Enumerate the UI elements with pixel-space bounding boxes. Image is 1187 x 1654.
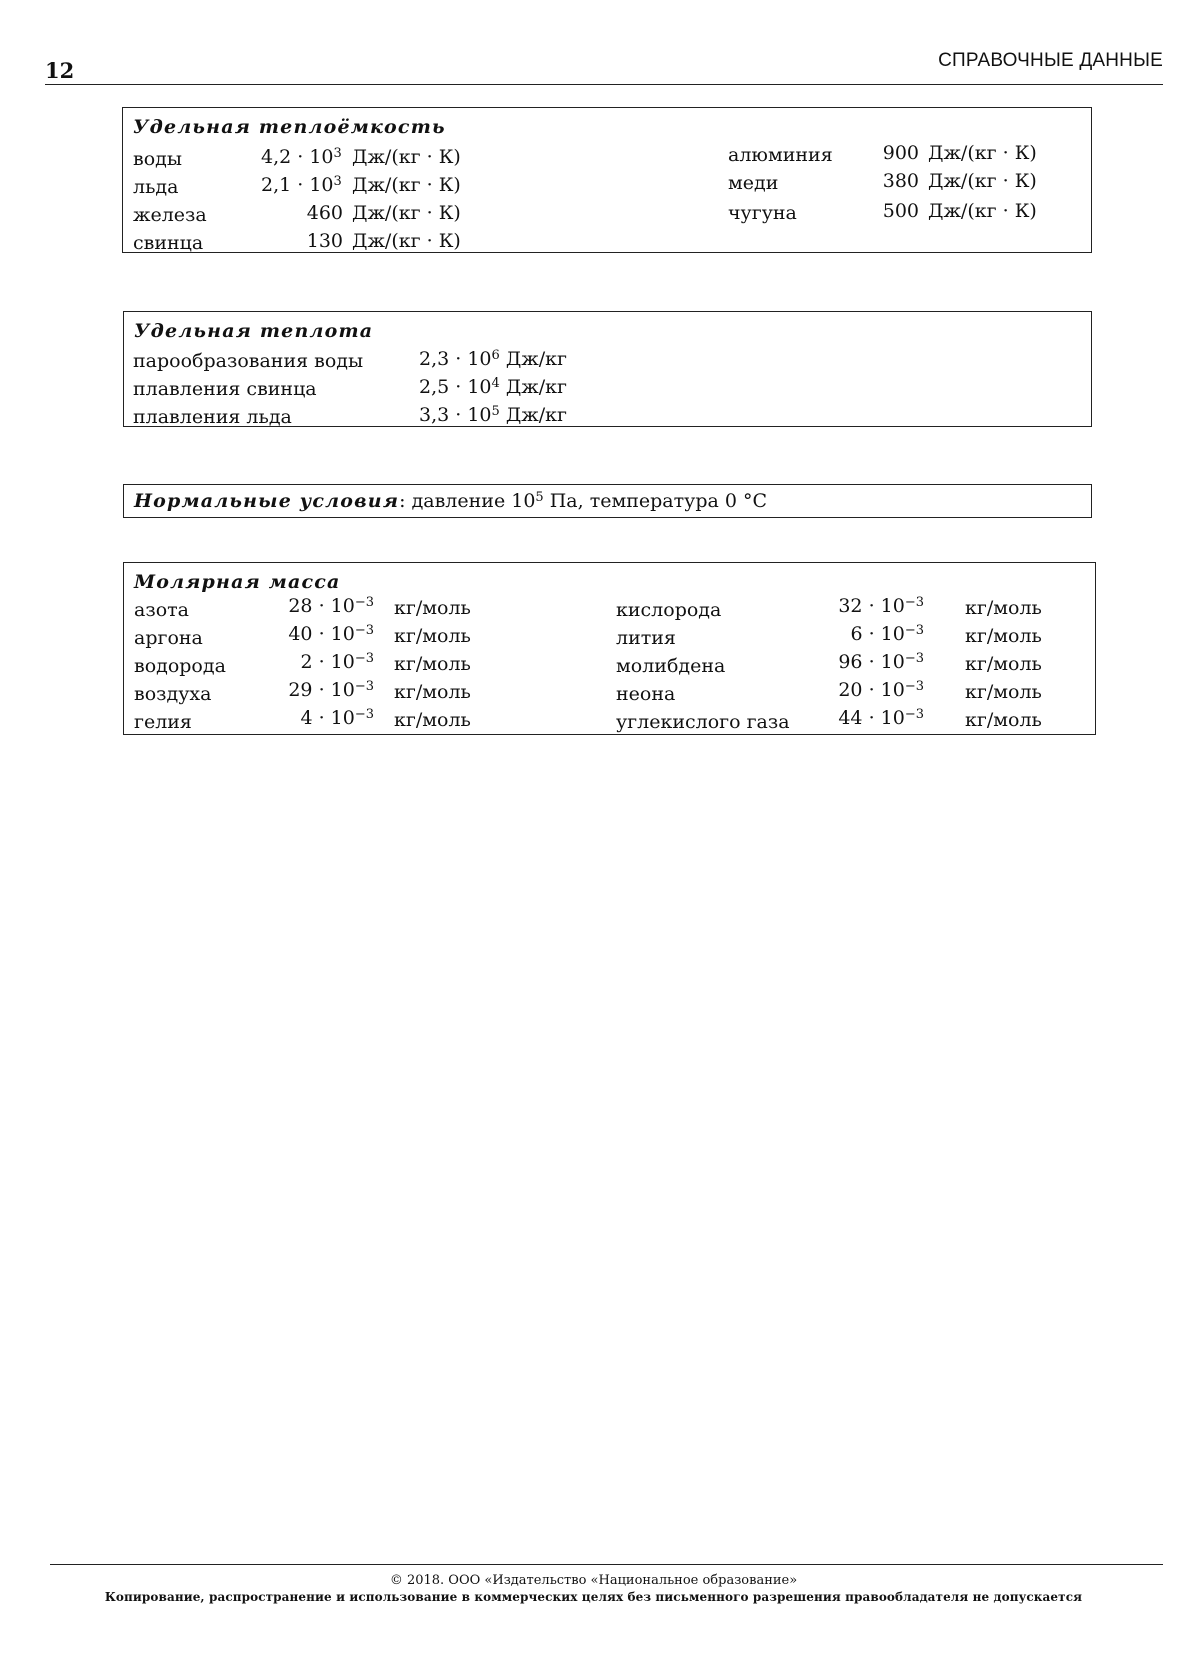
process-value: $3,3 \cdot 10^5$ Дж/кг (419, 404, 567, 426)
substance-name: водорода (134, 655, 226, 677)
substance-name: железа (133, 204, 207, 226)
normal-conditions-line (134, 492, 767, 511)
normal-conditions-exp: 5 (535, 490, 544, 505)
page-number: 12 (45, 58, 75, 83)
substance-name: воздуха (134, 683, 212, 705)
substance-value: 380 (882, 170, 919, 192)
unit: кг/моль (394, 597, 471, 619)
substance-name: аргона (134, 627, 203, 649)
molar-mass-title: Молярная масса (134, 571, 341, 593)
substance-value: $29 \cdot 10^{-3}$ (288, 679, 374, 701)
substance-name: гелия (134, 711, 192, 733)
process-name: плавления свинца (133, 378, 317, 400)
unit: кг/моль (965, 597, 1042, 619)
substance-value: 130 (306, 230, 343, 252)
substance-name: углекислого газа (616, 711, 790, 733)
unit: кг/моль (965, 681, 1042, 703)
process-name: парообразования воды (133, 350, 364, 372)
normal-conditions-text-b: Па, температура 0 °С (543, 490, 768, 512)
specific-heat-title: Удельная теплота (134, 320, 374, 342)
normal-conditions-title: Нормальные условия (134, 490, 400, 512)
unit: кг/моль (394, 653, 471, 675)
substance-name: неона (616, 683, 676, 705)
unit: Дж/(кг · К) (352, 230, 461, 252)
substance-value: $4 \cdot 10^{-3}$ (300, 707, 374, 729)
substance-value: $96 \cdot 10^{-3}$ (838, 651, 924, 673)
substance-name: алюминия (728, 144, 833, 166)
substance-name: чугуна (728, 202, 797, 224)
footer-copyright: © 2018. ООО «Издательство «Национальное образование» (389, 1573, 798, 1588)
substance-value: $32 \cdot 10^{-3}$ (838, 595, 924, 617)
substance-name: меди (728, 172, 779, 194)
substance-name: молибдена (616, 655, 726, 677)
specific-heat-box (123, 311, 1092, 427)
substance-value: $40 \cdot 10^{-3}$ (288, 623, 374, 645)
process-value: $2,3 \cdot 10^6$ Дж/кг (419, 348, 567, 370)
substance-value: $4,2 \cdot 10^3$ (261, 146, 342, 168)
molar-mass-box (123, 562, 1096, 735)
substance-value: $2,1 \cdot 10^3$ (261, 174, 342, 196)
substance-value: 460 (306, 202, 343, 224)
substance-name: льда (133, 176, 179, 198)
substance-value: $28 \cdot 10^{-3}$ (288, 595, 374, 617)
unit: Дж/(кг · К) (928, 142, 1037, 164)
substance-value: $2 \cdot 10^{-3}$ (300, 651, 374, 673)
substance-value: 500 (882, 200, 919, 222)
unit: Дж/(кг · К) (928, 200, 1037, 222)
heat-capacity-title: Удельная теплоёмкость (133, 116, 446, 138)
header-rule (45, 84, 1163, 85)
heat-capacity-box (122, 107, 1092, 253)
normal-conditions-box (123, 484, 1092, 518)
substance-value: $6 \cdot 10^{-3}$ (850, 623, 924, 645)
unit: кг/моль (394, 625, 471, 647)
unit: кг/моль (965, 709, 1042, 731)
footer-rule (50, 1564, 1163, 1565)
substance-name: кислорода (616, 599, 722, 621)
running-title: СПРАВОЧНЫЕ ДАННЫЕ (938, 50, 1163, 71)
unit: Дж/(кг · К) (352, 202, 461, 224)
substance-value: 900 (882, 142, 919, 164)
substance-name: свинца (133, 232, 204, 254)
unit: Дж/(кг · К) (352, 146, 461, 168)
unit: кг/моль (394, 709, 471, 731)
substance-name: азота (134, 599, 189, 621)
unit: кг/моль (394, 681, 471, 703)
unit: кг/моль (965, 653, 1042, 675)
substance-value: $20 \cdot 10^{-3}$ (838, 679, 924, 701)
substance-value: $44 \cdot 10^{-3}$ (838, 707, 924, 729)
process-value: $2,5 \cdot 10^4$ Дж/кг (419, 376, 567, 398)
unit: Дж/(кг · К) (928, 170, 1037, 192)
footer-notice: Копирование, распространение и использование в коммерческих целях без письменного разрешения правообладателя не допускается (104, 1590, 1083, 1604)
substance-name: воды (133, 148, 182, 170)
unit: Дж/(кг · К) (352, 174, 461, 196)
process-name: плавления льда (133, 406, 292, 428)
unit: кг/моль (965, 625, 1042, 647)
substance-name: лития (616, 627, 676, 649)
normal-conditions-text-a: : давление 10 (399, 490, 536, 512)
